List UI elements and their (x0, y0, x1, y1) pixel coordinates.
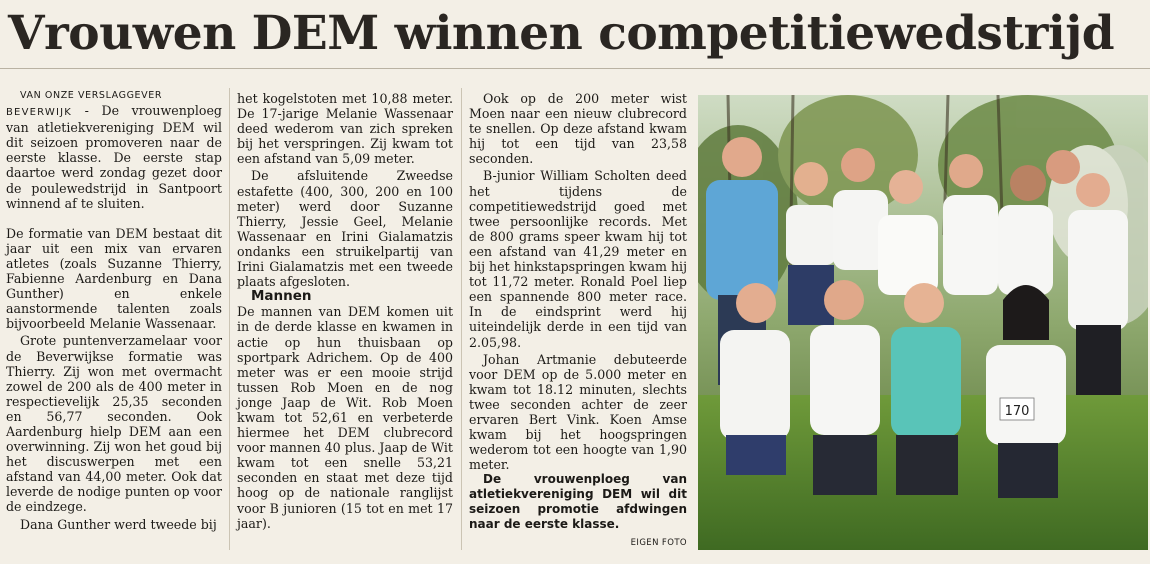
paragraph-scholten: B-junior William Scholten deed het tijdens de competitiewedstrijd goed met twee persoonlijke records. Met de 800 grams speer kwam hij tot een afstand van 41,29 meter en bij het hinkstapspringen kwam hij tot 11,72 meter. Ronald Poel liep een spannende 800 meter race. In de eindsprint werd hij uiteindelijk derde in een tijd van 2.05,98. (469, 168, 687, 350)
paragraph-200m: Ook op de 200 meter wist Moen naar een nieuw clubrecord te snellen. Op deze afstand kwam hij tot een tijd van 23,58 seconden. (469, 91, 687, 167)
column-3 (469, 91, 687, 551)
photo-caption (469, 472, 687, 549)
paragraph-mannen: De mannen van DEM komen uit in de derde klasse en kwamen in actie op hun thuisbaan op sportpark Adrichem. Op de 400 meter was er een mooie strijd tussen Rob Moen en de nog jonge Jaap de Wit. Rob Moen kwam tot 52,61 en verbeterde hiermee het DEM clubrecord voor mannen 40 plus. Jaap de Wit kwam tot een snelle 53,21 seconden en staat met deze tijd hoog op de nationale ranglijst voor B junioren (15 tot en met 17 jaar). (237, 304, 453, 531)
paragraph-artmanie: Johan Artmanie debuteerde voor DEM op de 5.000 meter en kwam tot 18.12 minuten, slechts twee seconden achter de zeer ervaren Bert Vink. Koen Amse kwam bij het hoogspringen wederom tot een hoogte van 1,90 meter. (469, 351, 687, 473)
column-divider-2 (461, 88, 462, 550)
column-2 (237, 91, 453, 531)
headline-rule (0, 68, 1150, 69)
byline: VAN ONZE VERSLAGGEVER (20, 90, 163, 101)
column-1 (6, 88, 222, 532)
paragraph-kogelstoten: het kogelstoten met 10,88 meter. De 17-jarige Melanie Wassenaar deed wederom van zich spreken bij het verspringen. Zij kwam tot een afstand van 5,09 meter. (237, 91, 453, 167)
paragraph-intro-text: - De vrouwenploeg van atletiekvereniging DEM wil dit seizoen promoveren naar de eerste klasse. De eerste stap daartoe werd zondag gezet door de poulewedstrijd in Santpoort winnend af te sluiten. (6, 103, 222, 211)
headline: Vrouwen DEM winnen competitiewedstrijd (8, 6, 1115, 61)
column-divider-1 (229, 88, 230, 550)
paragraph-estafette: De afsluitende Zweedse estafette (400, 300, 200 en 100 meter) werd door Suzanne Thierry, Jessie Geel, Melanie Wassenaar en Irini Gialamatzis ondanks een struikelpartij van Irini Gialamatzis met een tweede plaats afgesloten. (237, 168, 453, 290)
subhead-mannen: Mannen (251, 288, 312, 305)
paragraph-formation: De formatie van DEM bestaat dit jaar uit een mix van ervaren atletes (zoals Suzanne Thierry, Fabienne Aardenburg en Dana Gunther) en enkele aanstormende talenten zoals bijvoorbeeld Melanie Wassenaar. (6, 225, 222, 332)
paragraph-intro (6, 103, 222, 211)
photo-caption-text: De vrouwenploeg van atletiekvereniging DEM wil dit seizoen promotie afdwingen naar de eerste klasse. (469, 472, 687, 532)
photo-credit: EIGEN FOTO (630, 538, 687, 549)
team-photo (698, 95, 1148, 550)
paragraph-gunther: Dana Gunther werd tweede bij (20, 516, 217, 532)
dateline: BEVERWIJK (6, 107, 73, 119)
paragraph-thierry: Grote puntenverzamelaar voor de Beverwijkse formatie was Thierry. Zij won met overmacht zowel de 200 als de 400 meter in respectievelijk 25,35 seconden en 56,77 seconden. Ook Aardenburg hielp DEM aan een overwinning. Zij won het goud bij het discuswerpen met een afstand van 44,00 meter. Ook dat leverde de nodige punten op voor de eindzege. (6, 333, 222, 515)
bib-number: 170 (1004, 404, 1030, 419)
